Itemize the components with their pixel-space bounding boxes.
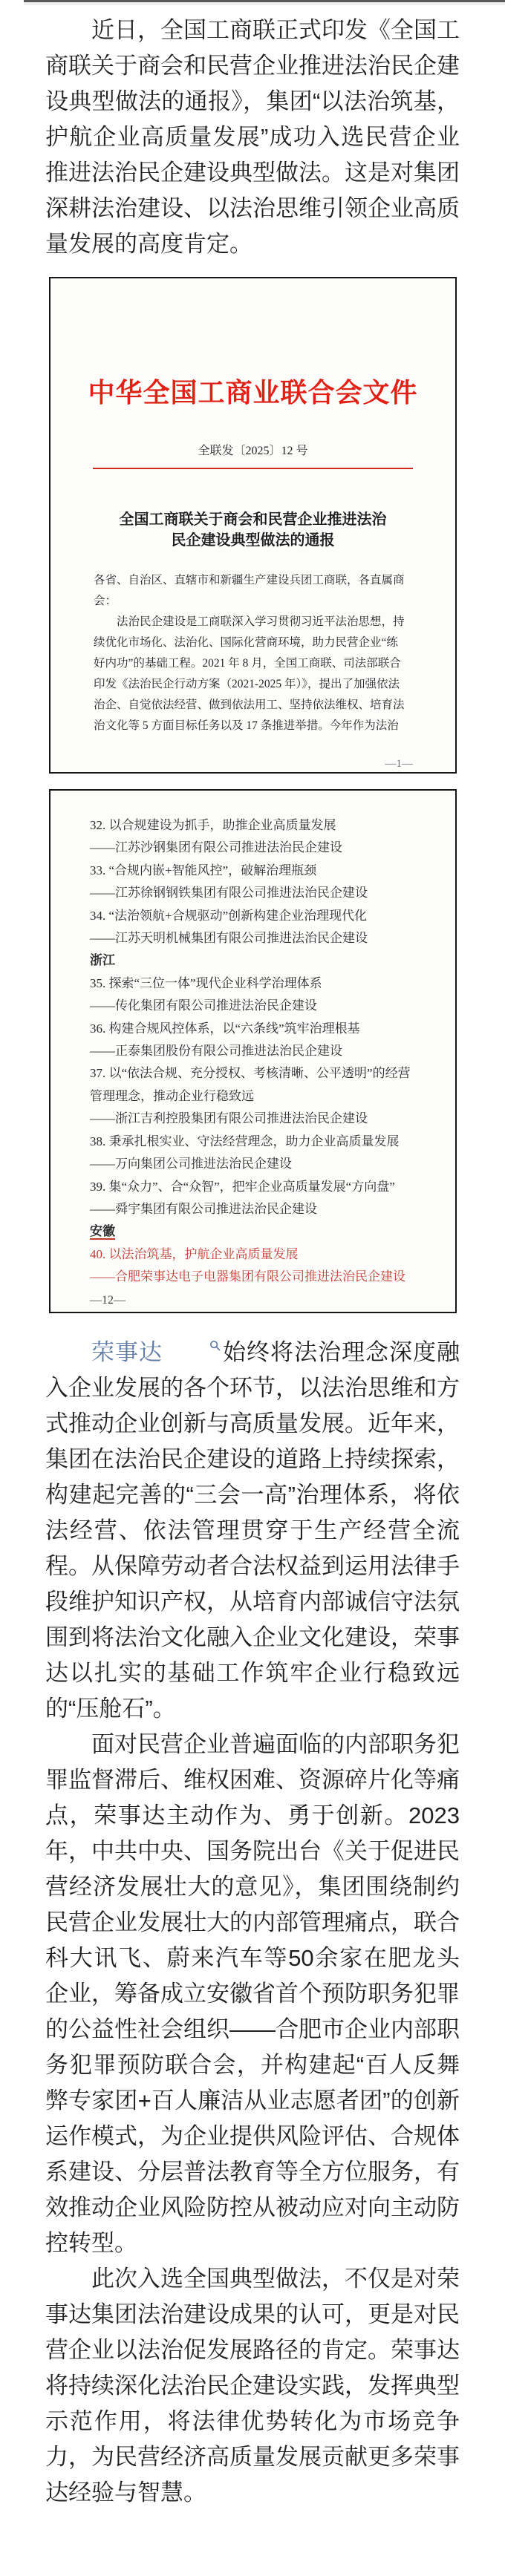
practices-list-line: 34. “法治领航+合规驱动”创新构建企业治理现代化 xyxy=(90,908,368,923)
doc-page-number: —1— xyxy=(385,758,413,770)
rongshida-entity-link[interactable]: 荣事达 xyxy=(91,1338,163,1365)
doc-body-text xyxy=(94,570,413,736)
doc-body-line: 各省、自治区、直辖市和新疆生产建设兵团工商联，各直属商 xyxy=(94,574,405,586)
red-divider-line xyxy=(93,468,413,469)
practices-list-line: 36. 构建合规风控体系，以“六条线”筑牢治理根基 xyxy=(90,1021,360,1036)
closing-paragraph: 此次入选全国典型做法，不仅是对荣事达集团法治建设成果的认可，更是对民营企业以法治促发展路径的肯定。荣事达将持续深化法治民企建设实践，发挥典型示范作用，将法律优势转化为市场竞争力，为民营经济高质量发展贡献更多荣事达经验与智慧。 xyxy=(45,2265,460,2505)
doc-reference-number: 全联发〔2025〕12 号 xyxy=(198,445,308,457)
doc-body-line: 法治民企建设是工商联深入学习贯彻习近平法治思想，持 xyxy=(94,615,405,628)
practices-list-line: ——传化集团有限公司推进法治民企建设 xyxy=(90,998,317,1013)
doc-body-line: 好内功”的基础工程。2021 年 8 月，全国工商联、司法部联合 xyxy=(94,657,401,670)
practices-list-line: ——江苏徐钢钢铁集团有限公司推进法治民企建设 xyxy=(90,886,368,900)
practices-list-line: ——合肥荣事达电子电器集团有限公司推进法治民企建设 xyxy=(90,1269,405,1284)
intro-paragraph: 近日，全国工商联正式印发《全国工商联关于商会和民营企业推进法治民企建设典型做法的通报》，集团“以法治筑基，护航企业高质量发展”成功入选民营企业推进法治民企建设典型做法。这是对集团深耕法治建设、以法治思维引领企业高质量发展的高度肯定。 xyxy=(45,17,460,257)
cropped-image-edge-shadow xyxy=(24,2,505,5)
doc-body-line: 印发《法治民企行动方案（2021-2025 年）》，提出了加强依法 xyxy=(94,678,400,690)
practices-list xyxy=(50,791,455,1289)
practices-list-line: 35. 探索“三位一体”现代企业科学治理体系 xyxy=(90,975,322,990)
doc-body-line: 会： xyxy=(94,595,117,607)
doc-body-line: 治企、自觉依法经营、做到依法用工、坚持依法维权、培育法 xyxy=(94,699,405,711)
body-paragraph xyxy=(45,1313,460,1727)
practices-list-line: 管理理念，推动企业行稳致远 xyxy=(90,1088,254,1103)
doc-notice-title xyxy=(50,509,455,551)
practices-list-line: 40. 以法治筑基，护航企业高质量发展 xyxy=(90,1246,299,1261)
practices-list-line: ——舜宇集团有限公司推进法治民企建设 xyxy=(90,1201,317,1216)
practices-list-line: 浙江 xyxy=(90,953,115,968)
doc-title-line: 全国工商联关于商会和民营企业推进法治 xyxy=(119,511,387,528)
practices-list-line: 32. 以合规建设为抓手，助推企业高质量发展 xyxy=(90,818,336,832)
practices-list-line: ——浙江吉利控股集团有限公司推进法治民企建设 xyxy=(90,1111,368,1126)
paragraph-text: 始终将法治理念深度融入企业发展的各个环节，以法治思维和方式推动企业创新与高质量发展。近年来，集团在法治民企建设的道路上持续探索，构建起完善的“三会一高”治理体系，将依法经营、依法管理贯穿于生产经营全流程。从保障劳动者合法权益到运用法律手段维护知识产权，从培育内部诚信守法氛围到将法治文化融入企业文化建设，荣事达以扎实的基础工作筑牢企业行稳致远的“压舱石”。 xyxy=(45,1338,460,1722)
doc-title-line: 民企建设典型做法的通报 xyxy=(171,532,335,549)
article-body xyxy=(45,0,460,2511)
practices-list-line: 38. 秉承扎根实业、守法经营理念，助力企业高质量发展 xyxy=(90,1134,400,1148)
doc-page-number: —12— xyxy=(90,1293,126,1307)
practices-list-line: 33. “合规内嵌+智能风控”，破解治理瓶颈 xyxy=(90,863,317,877)
doc-body-line: 续优化市场化、法治化、国际化营商环境，助力民营企业“练 xyxy=(94,636,398,649)
document-scan-typical-practices-list[interactable] xyxy=(49,789,457,1313)
body-paragraph: 面对民营企业普遍面临的内部职务犯罪监督滞后、维权困难、资源碎片化等痛点，荣事达主动作为、勇于创新。2023年，中共中央、国务院出台《关于促进民营经济发展壮大的意见》，集团围绕制约民营企业发展壮大的内部管理痛点，联合科大讯飞、蔚来汽车等50余家在肥龙头企业，筹备成立安徽省首个预防职务犯罪的公益性社会组织——合肥市企业内部职务犯罪预防联合会，并构建起“百人反舞弊专家团+百人廉洁从业志愿者团”的创新运作模式，为企业提供风险评估、合规体系建设、分层普法教育等全方位服务，有效推动企业风险防控从被动应对向主动防控转型。 xyxy=(45,1730,460,2256)
practices-list-line: ——江苏沙钢集团有限公司推进法治民企建设 xyxy=(90,840,342,855)
document-scan-federation-cover[interactable] xyxy=(49,277,457,774)
practices-list-line: ——江苏天明机械集团有限公司推进法治民企建设 xyxy=(90,931,368,946)
practices-list-line: ——正泰集团股份有限公司推进法治民企建设 xyxy=(90,1044,342,1059)
doc-red-header-title: 中华全国工商业联合会文件 xyxy=(88,378,418,408)
practices-list-line: 37. 以“依法合规、充分授权、考核清晰、公平透明”的经营 xyxy=(90,1066,411,1081)
practices-list-line: 安徽 xyxy=(90,1224,115,1239)
practices-list-line: ——万向集团公司推进法治民企建设 xyxy=(90,1157,292,1171)
practices-list-line: 39. 集“众力”、合“众智”，把牢企业高质量发展“方向盘” xyxy=(90,1179,395,1194)
doc-body-line: 治文化等 5 方面目标任务以及 17 条推进举措。今年作为法治 xyxy=(94,719,399,732)
search-icon[interactable] xyxy=(163,1340,221,1351)
